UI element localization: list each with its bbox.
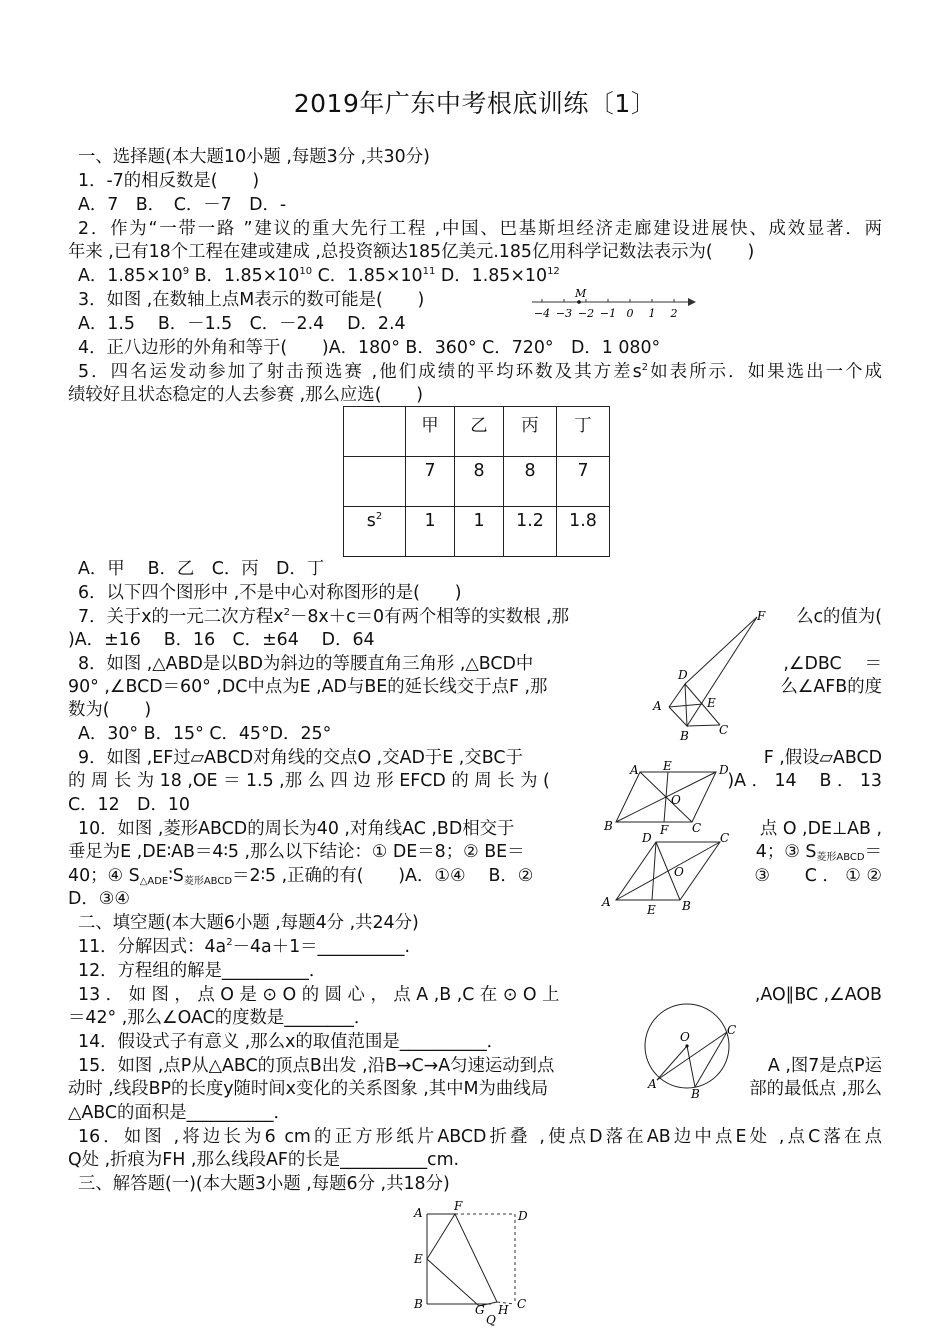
question-3-options: A．1.5 B．－1.5 C．－2.4 D．2.4 bbox=[78, 314, 406, 334]
table-row bbox=[344, 507, 610, 557]
question-12: 12．方程组的解是__________． bbox=[78, 961, 327, 981]
point-label: A bbox=[414, 1206, 423, 1220]
question-10-line-3-right: ③ C ． ① ② bbox=[754, 866, 882, 886]
point-label: F bbox=[454, 1199, 463, 1213]
table-cell: 7 bbox=[406, 457, 455, 507]
question-15-line-3: △ABC的面积是__________． bbox=[68, 1103, 291, 1123]
question-7-line-2: )A．±16 B．16 C．±64 D．64 bbox=[68, 630, 375, 650]
question-5-options: A．甲 B．乙 C．丙 D．丁 bbox=[78, 559, 325, 579]
question-8-line-1-right: ,∠DBC ＝ bbox=[783, 654, 882, 674]
point-label: B bbox=[414, 1297, 423, 1311]
question-8-line-3: 数为( ) bbox=[68, 700, 152, 720]
tick-label: −3 bbox=[555, 307, 573, 320]
question-8-options: A．30° B．15° C．45°D．25° bbox=[78, 724, 332, 744]
table-cell: $s^2$ bbox=[344, 507, 406, 557]
point-label: A bbox=[602, 895, 611, 909]
table-cell: 1.2 bbox=[504, 507, 557, 557]
question-7-line-1-left: 7．关于x的一元二次方程$x^2-8x+c=0$有两个相等的实数根 ,那 bbox=[78, 607, 570, 627]
point-label: O bbox=[680, 1030, 690, 1044]
question-10-line-1-right: 点 O ,DE⊥AB , bbox=[759, 819, 882, 839]
point-label: C bbox=[692, 821, 702, 835]
question-2-line-2: 年来 ,已有18个工程在建或建成 ,总投资额达185亿美元.185亿用科学记数法表示为( ) bbox=[68, 242, 755, 262]
section-1-heading: 一、选择题(本大题10小题 ,每题3分 ,共30分) bbox=[78, 147, 430, 167]
point-m-marker bbox=[577, 300, 581, 304]
number-line-figure bbox=[528, 286, 698, 322]
section-2-heading: 二、填空题(本大题6小题 ,每题4分 ,共24分) bbox=[78, 913, 419, 933]
table-cell: 丙 bbox=[504, 407, 557, 457]
table-row bbox=[344, 407, 610, 457]
tick-label: 1 bbox=[648, 307, 656, 320]
figure-question-10 bbox=[598, 830, 733, 920]
question-7-line-1-right: 么c的值为( bbox=[796, 607, 882, 627]
figure-question-9 bbox=[598, 760, 733, 840]
table-cell: 1 bbox=[406, 507, 455, 557]
point-label: A bbox=[648, 1077, 657, 1091]
figure-question-8 bbox=[645, 606, 775, 746]
point-label: F bbox=[660, 823, 669, 837]
point-label: O bbox=[674, 865, 684, 879]
question-9-line-1-left: 9．如图 ,EF过▱ABCD对角线的交点O ,交AD于E ,交BC于 bbox=[78, 748, 523, 768]
point-label: D bbox=[719, 763, 729, 777]
question-10-line-2-left: 垂足为E ,DE∶AB＝4∶5 ,那么以下结论：① DE＝8；② BE＝ bbox=[68, 842, 525, 862]
question-10-line-2-right: 4；③ $S_{菱形ABCD}=$ bbox=[755, 842, 882, 863]
point-label: A bbox=[653, 699, 662, 713]
table-cell: 乙 bbox=[455, 407, 504, 457]
point-label: E bbox=[647, 903, 656, 917]
question-3: 3．如图 ,在数轴上点M表示的数可能是( ) bbox=[78, 290, 425, 310]
figure-question-16 bbox=[405, 1198, 540, 1328]
tick-label: 0 bbox=[626, 307, 634, 320]
score-table bbox=[343, 406, 610, 557]
question-10-line-1-left: 10．如图 ,菱形ABCD的周长为40 ,对角线AC ,BD相交于 bbox=[78, 819, 515, 839]
page-title: 2019年广东中考根底训练〔1〕 bbox=[293, 89, 657, 118]
point-label: G bbox=[475, 1303, 485, 1317]
question-9-line-1-right: F ,假设▱ABCD bbox=[763, 748, 882, 768]
question-2-options: A．$1.85\times 10^9$ B．$1.85\times 10^{10}$ C．$1.85\times 10^{11}$ D．$1.85\times 10^{12}$ bbox=[78, 266, 560, 286]
question-1: 1．-7的相反数是( ) bbox=[78, 171, 260, 191]
point-label: E bbox=[707, 696, 716, 710]
question-8-line-2-left: 90° ,∠BCD＝60° ,DC中点为E ,AD与BE的延长线交于点F ,那 bbox=[68, 677, 548, 697]
point-label: C bbox=[517, 1297, 527, 1311]
question-13-line-1-left: 13 ． 如 图 ， 点 O 是 ⊙ O 的 圆 心 ， 点 A ,B ,C 在 ⊙ O 上 bbox=[78, 985, 560, 1005]
point-label: D bbox=[678, 668, 688, 682]
question-5-line-1: 5．四名运发动参加了射击预选赛 ,他们成绩的平均环数及其方差$s^2$如表所示．如果选出一个成 bbox=[78, 362, 882, 382]
figure-question-13 bbox=[635, 1000, 745, 1100]
question-8-line-2-right: 么∠AFB的度 bbox=[780, 677, 882, 697]
point-m-label: M bbox=[575, 287, 587, 300]
table-cell bbox=[344, 457, 406, 507]
question-9-line-2-right: )A ． 14 B ． 13 bbox=[727, 771, 882, 791]
point-label: D bbox=[642, 831, 652, 845]
question-9-line-2-left: 的 周 长 为 18 ,OE ＝ 1.5 ,那 么 四 边 形 EFCD 的 周 长 为 ( bbox=[68, 771, 550, 791]
point-label: B bbox=[682, 899, 691, 913]
point-label: C bbox=[727, 1023, 737, 1037]
question-15-line-2-right: 部的最低点 ,那么 bbox=[749, 1079, 882, 1099]
point-label: B bbox=[604, 819, 613, 833]
question-10-line-4: D．③④ bbox=[68, 889, 130, 909]
question-13-line-1-right: ,AO∥BC ,∠AOB bbox=[754, 985, 882, 1005]
question-16-line-2: Q处 ,折痕为FH ,那么线段AF的长是__________cm. bbox=[68, 1150, 460, 1170]
question-14: 14．假设式子有意义 ,那么x的取值范围是__________． bbox=[78, 1032, 505, 1052]
table-cell: 1.8 bbox=[557, 507, 610, 557]
section-3-heading: 三、解答题(一)(本大题3小题 ,每题6分 ,共18分) bbox=[78, 1174, 450, 1194]
question-15-line-1-right: A ,图7是点P运 bbox=[767, 1056, 882, 1076]
point-label: C bbox=[720, 831, 730, 845]
point-label: D bbox=[518, 1209, 528, 1223]
question-2-line-1: 2．作为“一带一路 ”建议的重大先行工程 ,中国、巴基斯坦经济走廊建设进展快、成效显著．两 bbox=[78, 219, 882, 239]
question-5-line-2: 绩较好且状态稳定的人去参赛 ,那么应选( ) bbox=[68, 385, 424, 405]
point-label: A bbox=[630, 763, 639, 777]
question-8-line-1-left: 8．如图 ,△ABD是以BD为斜边的等腰直角三角形 ,△BCD中 bbox=[78, 654, 534, 674]
table-cell: 1 bbox=[455, 507, 504, 557]
question-9-line-3: C．12 D．10 bbox=[68, 795, 190, 815]
table-cell: 8 bbox=[504, 457, 557, 507]
tick-label: −1 bbox=[599, 307, 617, 320]
table-cell: 8 bbox=[455, 457, 504, 507]
question-15-line-2-left: 动时 ,线段BP的长度y随时间x变化的关系图象 ,其中M为曲线局 bbox=[68, 1079, 549, 1099]
point-label: H bbox=[498, 1303, 509, 1317]
point-label: B bbox=[680, 729, 689, 743]
question-11: 11．分解因式：$4a^2-4a+1=\_\_\_\_\_\_\_\_\_\_$. bbox=[78, 937, 411, 957]
question-1-options: A．7 B． C．－7 D．- bbox=[78, 195, 287, 215]
tick-label: −2 bbox=[577, 307, 595, 320]
point-label: E bbox=[414, 1252, 423, 1266]
question-4: 4．正八边形的外角和等于( )A．180° B．360° C．720° D．1 080° bbox=[78, 338, 661, 358]
question-10-line-3-left: 40；④ $S_{\triangle ADE}∶S_{菱形ABCD}=2∶5$ ,正确的有( )A．①④ B．② bbox=[68, 866, 534, 887]
point-label: C bbox=[719, 723, 729, 737]
table-cell: 甲 bbox=[406, 407, 455, 457]
point-label: O bbox=[671, 793, 681, 807]
point-label: E bbox=[663, 760, 672, 773]
question-13-line-2: ＝42° ,那么∠OAC的度数是________． bbox=[68, 1008, 372, 1028]
tick-label: −4 bbox=[533, 307, 551, 320]
question-15-line-1-left: 15．如图 ,点P从△ABC的顶点B出发 ,沿B→C→A匀速运动到点 bbox=[78, 1056, 555, 1076]
point-label: B bbox=[691, 1087, 700, 1100]
question-6: 6．以下四个图形中 ,不是中心对称图形的是( ) bbox=[78, 583, 462, 603]
point-label: F bbox=[757, 609, 766, 623]
table-cell bbox=[344, 407, 406, 457]
question-16-line-1: 16．如图 ,将边长为6 cm的正方形纸片ABCD折叠 ,使点D落在AB边中点E处 ,点C落在点 bbox=[78, 1127, 882, 1147]
table-cell: 7 bbox=[557, 457, 610, 507]
table-cell: 丁 bbox=[557, 407, 610, 457]
tick-label: 2 bbox=[670, 307, 678, 320]
table-row bbox=[344, 457, 610, 507]
point-label: Q bbox=[486, 1313, 496, 1327]
